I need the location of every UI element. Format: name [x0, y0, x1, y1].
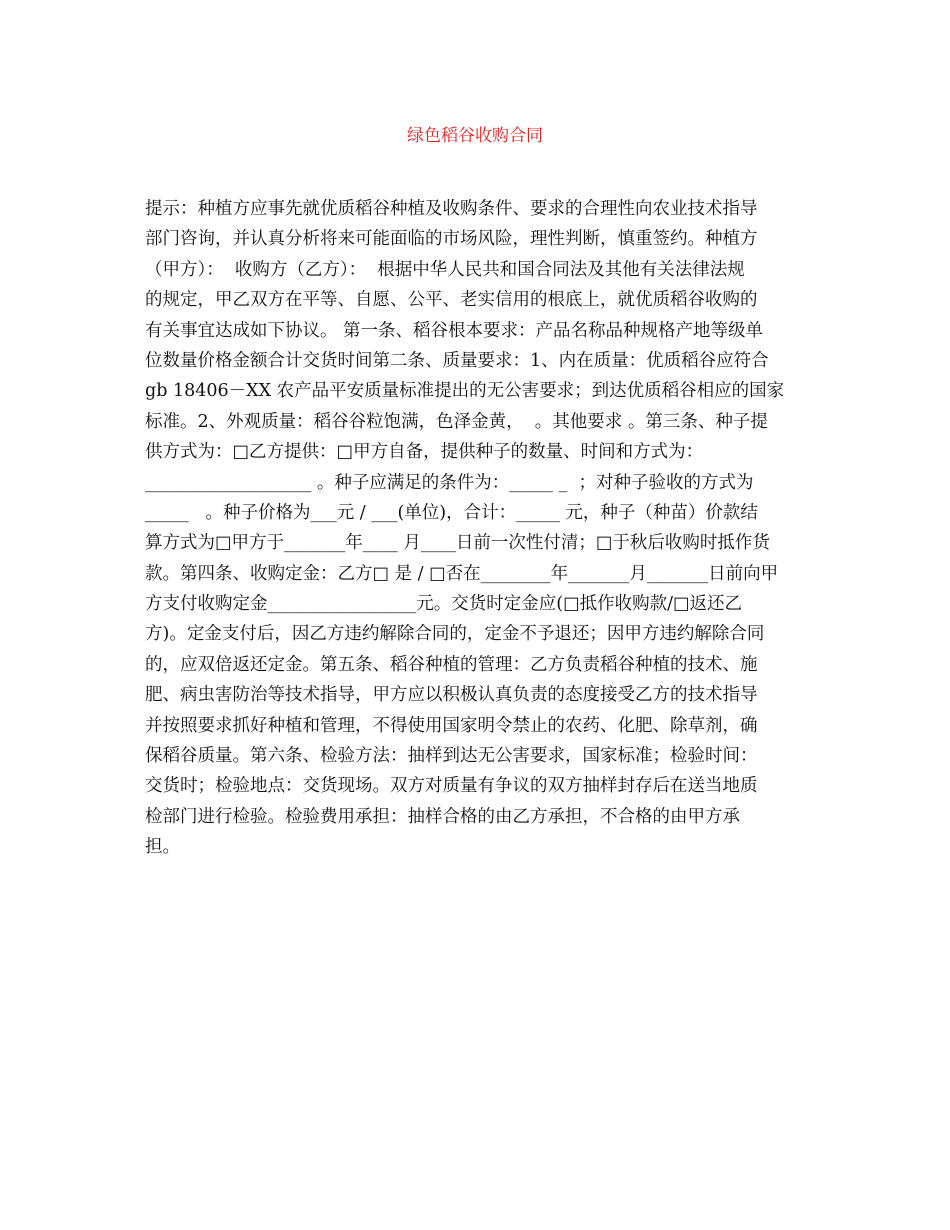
body-line: 交货时；检验地点：交货现场。双方对质量有争议的双方抽样封存后在送当地质 — [145, 776, 758, 797]
body-line: （甲方）： 收购方（乙方）： 根据中华人民共和国合同法及其他有关法律法规 — [145, 259, 745, 280]
body-line: 的，应双倍返还定金。第五条、稻谷种植的管理：乙方负责稻谷种植的技术、施 — [145, 654, 758, 675]
body-line: 部门咨询，并认真分析将来可能面临的市场风险，理性判断，慎重签约。种植方 — [145, 229, 758, 250]
body-line: 算方式为□甲方于_______年____ 月____日前一次性付清；□于秋后收购时抵作货 — [145, 533, 770, 554]
body-line: ___________________ 。种子应满足的条件为：_____ _ ；对种子验收的方式为 — [145, 472, 754, 493]
document-title: 绿色稻谷收购合同 — [407, 126, 543, 146]
document-body — [145, 194, 809, 863]
body-line: 保稻谷质量。第六条、检验方法：抽样到达无公害要求，国家标准；检验时间： — [145, 746, 758, 767]
body-line: 担。 — [145, 837, 180, 858]
body-line: 并按照要求抓好种植和管理，不得使用国家明令禁止的农药、化肥、除草剂，确 — [145, 715, 758, 736]
body-line: 的规定，甲乙双方在平等、自愿、公平、老实信用的根底上，就优质稻谷收购的 — [145, 290, 758, 311]
body-line: 方)。定金支付后，因乙方违约解除合同的，定金不予退还；因甲方违约解除合同 — [145, 624, 765, 645]
body-line: 有关事宜达成如下协议。 第一条、稻谷根本要求：产品名称品种规格产地等级单 — [145, 320, 764, 341]
body-line: _____ 。种子价格为___元 / ___(单位)，合计：_____ 元，种子（种苗）价款结 — [145, 502, 758, 523]
body-line: 款。第四条、收购定金：乙方□ 是 / □否在________年_______月_______日前向甲 — [145, 563, 779, 584]
body-line: 检部门进行检验。检验费用承担：抽样合格的由乙方承担，不合格的由甲方承 — [145, 806, 740, 827]
body-line: 供方式为：□乙方提供：□甲方自备，提供种子的数量、时间和方式为： — [145, 442, 704, 463]
body-line: 提示：种植方应事先就优质稻谷种植及收购条件、要求的合理性向农业技术指导 — [145, 199, 758, 219]
body-line: 位数量价格金额合计交货时间第二条、质量要求：1、内在质量：优质稻谷应符合 — [145, 350, 769, 371]
body-line: 方支付收购定金_________________元。交货时定金应(□抵作收购款/□返还乙 — [145, 594, 743, 615]
body-line: 肥、病虫害防治等技术指导，甲方应以积极认真负责的态度接受乙方的技术指导 — [145, 685, 758, 706]
body-line: gb 18406－XX 农产品平安质量标准提出的无公害要求；到达优质稻谷相应的国家 — [145, 381, 785, 402]
body-line: 标准。2、外观质量：稻谷谷粒饱满，色泽金黄， 。其他要求 。第三条、种子提 — [145, 411, 768, 432]
